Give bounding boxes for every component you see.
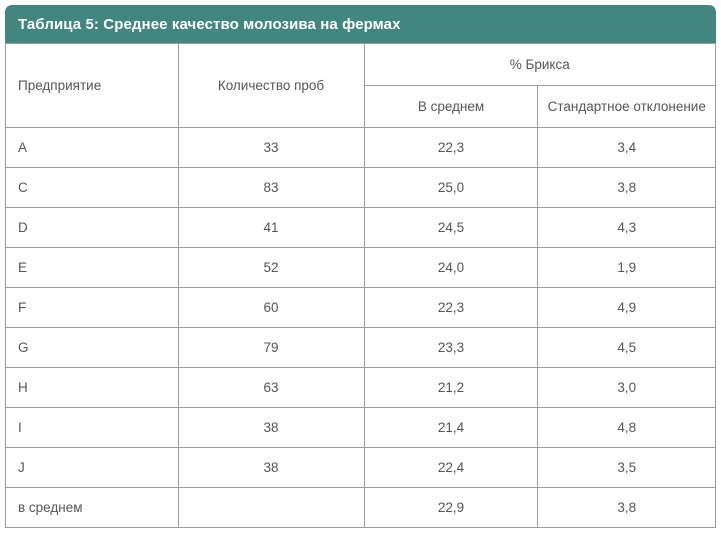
table-header-row-1 [6,44,716,86]
cell-brix-mean: 22,9 [364,488,538,528]
table-row [6,248,716,288]
cell-brix-sd: 4,3 [538,208,716,248]
cell-enterprise: D [6,208,179,248]
table-row [6,448,716,488]
cell-enterprise: J [6,448,179,488]
cell-samples: 41 [178,208,364,248]
data-table [5,43,716,528]
cell-brix-mean: 22,4 [364,448,538,488]
cell-samples: 79 [178,328,364,368]
cell-enterprise: E [6,248,179,288]
cell-enterprise: C [6,168,179,208]
cell-brix-sd: 1,9 [538,248,716,288]
cell-brix-sd: 4,8 [538,408,716,448]
cell-samples [178,488,364,528]
cell-brix-mean: 22,3 [364,288,538,328]
table-row [6,488,716,528]
cell-brix-mean: 21,4 [364,408,538,448]
cell-brix-mean: 25,0 [364,168,538,208]
table-row [6,128,716,168]
table-title: Таблица 5: Среднее качество молозива на фермах [18,15,401,33]
table-row [6,368,716,408]
cell-brix-sd: 3,5 [538,448,716,488]
cell-brix-mean: 24,0 [364,248,538,288]
table-row [6,288,716,328]
cell-brix-mean: 22,3 [364,128,538,168]
cell-brix-sd: 3,8 [538,488,716,528]
cell-brix-sd: 3,4 [538,128,716,168]
cell-brix-sd: 4,5 [538,328,716,368]
table-row [6,168,716,208]
cell-samples: 60 [178,288,364,328]
col-header-brix-group: % Брикса [364,44,715,86]
table-header [6,44,716,128]
cell-brix-sd: 3,8 [538,168,716,208]
cell-brix-sd: 3,0 [538,368,716,408]
cell-samples: 38 [178,448,364,488]
cell-enterprise: в среднем [6,488,179,528]
cell-brix-mean: 24,5 [364,208,538,248]
cell-samples: 52 [178,248,364,288]
cell-samples: 33 [178,128,364,168]
col-header-samples: Количество проб [178,44,364,128]
table-row [6,408,716,448]
table-row [6,208,716,248]
table-title-bar [5,5,716,43]
cell-brix-sd: 4,9 [538,288,716,328]
col-header-enterprise: Предприятие [6,44,179,128]
cell-enterprise: F [6,288,179,328]
table-row [6,328,716,368]
cell-enterprise: H [6,368,179,408]
col-header-brix-mean: В среднем [364,86,538,128]
cell-brix-mean: 23,3 [364,328,538,368]
cell-enterprise: G [6,328,179,368]
cell-enterprise: I [6,408,179,448]
col-header-brix-sd: Стандартное отклонение [538,86,716,128]
cell-brix-mean: 21,2 [364,368,538,408]
cell-samples: 63 [178,368,364,408]
cell-samples: 38 [178,408,364,448]
cell-samples: 83 [178,168,364,208]
table-body [6,128,716,528]
cell-enterprise: A [6,128,179,168]
